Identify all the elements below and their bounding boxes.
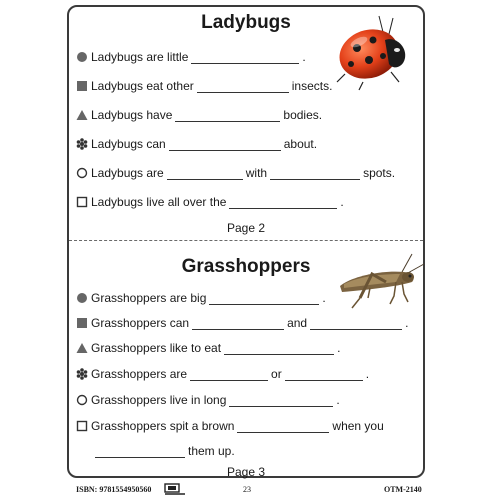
line-text: Grasshoppers can bbox=[91, 316, 190, 330]
line-text: spots. bbox=[363, 166, 396, 180]
filled-square-icon bbox=[76, 80, 88, 92]
isbn-label: ISBN: 9781554950560 bbox=[76, 485, 152, 494]
line-text: Ladybugs eat other bbox=[91, 79, 194, 93]
ladybug-line-3 bbox=[76, 106, 322, 124]
answer-blank[interactable] bbox=[270, 167, 360, 180]
filled-circle-icon bbox=[76, 51, 88, 63]
title-grasshoppers: Grasshoppers bbox=[181, 256, 311, 277]
ladybug-image bbox=[333, 10, 415, 92]
grasshopper-line-5 bbox=[76, 391, 340, 409]
line-text: when you bbox=[332, 419, 384, 433]
line-text: Ladybugs live all over the bbox=[91, 195, 227, 209]
grasshopper-line-2 bbox=[76, 314, 408, 332]
ladybug-line-6 bbox=[76, 193, 344, 211]
ladybug-line-2 bbox=[76, 77, 332, 95]
filled-square-icon bbox=[76, 317, 88, 329]
dashed-divider bbox=[69, 240, 423, 241]
line-text: and bbox=[287, 316, 308, 330]
line-text: them up. bbox=[188, 444, 235, 458]
answer-blank[interactable] bbox=[169, 138, 281, 151]
line-text: . bbox=[337, 341, 341, 355]
line-text: . bbox=[336, 393, 340, 407]
answer-blank[interactable] bbox=[192, 317, 284, 330]
line-text: Ladybugs are bbox=[91, 166, 164, 180]
ladybug-line-5 bbox=[76, 164, 395, 182]
line-text: bodies. bbox=[283, 108, 323, 122]
asterisk-icon bbox=[76, 138, 88, 150]
filled-triangle-icon bbox=[76, 342, 88, 354]
grasshopper-line-4 bbox=[76, 365, 369, 383]
ladybug-line-4 bbox=[76, 135, 317, 153]
answer-blank[interactable] bbox=[190, 368, 268, 381]
outline-circle-icon bbox=[76, 394, 88, 406]
outline-circle-icon bbox=[76, 167, 88, 179]
answer-blank[interactable] bbox=[191, 51, 299, 64]
footer-page-number: 23 bbox=[243, 485, 251, 494]
line-text: Grasshoppers are bbox=[91, 367, 188, 381]
filled-circle-icon bbox=[76, 292, 88, 304]
line-text: Ladybugs have bbox=[91, 108, 173, 122]
filled-triangle-icon bbox=[76, 109, 88, 121]
answer-blank[interactable] bbox=[229, 196, 337, 209]
grasshopper-image bbox=[330, 252, 426, 310]
answer-blank[interactable] bbox=[175, 109, 280, 122]
line-text: Ladybugs can bbox=[91, 137, 166, 151]
line-text: about. bbox=[283, 137, 318, 151]
line-text: . bbox=[365, 367, 370, 381]
line-text: or bbox=[271, 367, 282, 381]
answer-blank[interactable] bbox=[209, 292, 319, 305]
publisher-logo-icon bbox=[164, 482, 186, 495]
asterisk-icon bbox=[76, 368, 88, 380]
outline-square-icon bbox=[76, 420, 88, 432]
title-ladybugs: Ladybugs bbox=[201, 12, 291, 33]
answer-blank[interactable] bbox=[285, 368, 363, 381]
answer-blank[interactable] bbox=[237, 420, 329, 433]
answer-blank[interactable] bbox=[229, 394, 333, 407]
line-text: with bbox=[245, 166, 268, 180]
product-code: OTM-2140 bbox=[384, 485, 422, 494]
page-label-3: Page 3 bbox=[226, 465, 266, 479]
grasshopper-line-6-continued bbox=[92, 442, 235, 460]
line-text: . bbox=[322, 291, 326, 305]
outline-square-icon bbox=[76, 196, 88, 208]
grasshopper-line-1 bbox=[76, 289, 326, 307]
answer-blank[interactable] bbox=[310, 317, 402, 330]
ladybug-line-1 bbox=[76, 48, 306, 66]
line-text: insects. bbox=[291, 79, 333, 93]
line-text: . bbox=[340, 195, 344, 209]
line-text: . bbox=[302, 50, 306, 64]
line-text: Grasshoppers spit a brown bbox=[91, 419, 235, 433]
line-text: Grasshoppers like to eat bbox=[91, 341, 222, 355]
page-label-2: Page 2 bbox=[226, 221, 266, 235]
line-text: Ladybugs are little bbox=[91, 50, 189, 64]
line-text: Grasshoppers are big bbox=[91, 291, 207, 305]
grasshopper-line-3 bbox=[76, 339, 340, 357]
line-text: Grasshoppers live in long bbox=[91, 393, 227, 407]
answer-blank[interactable] bbox=[224, 342, 334, 355]
answer-blank[interactable] bbox=[197, 80, 289, 93]
answer-blank[interactable] bbox=[95, 445, 185, 458]
grasshopper-line-6 bbox=[76, 417, 384, 435]
answer-blank[interactable] bbox=[167, 167, 243, 180]
line-text: . bbox=[405, 316, 409, 330]
